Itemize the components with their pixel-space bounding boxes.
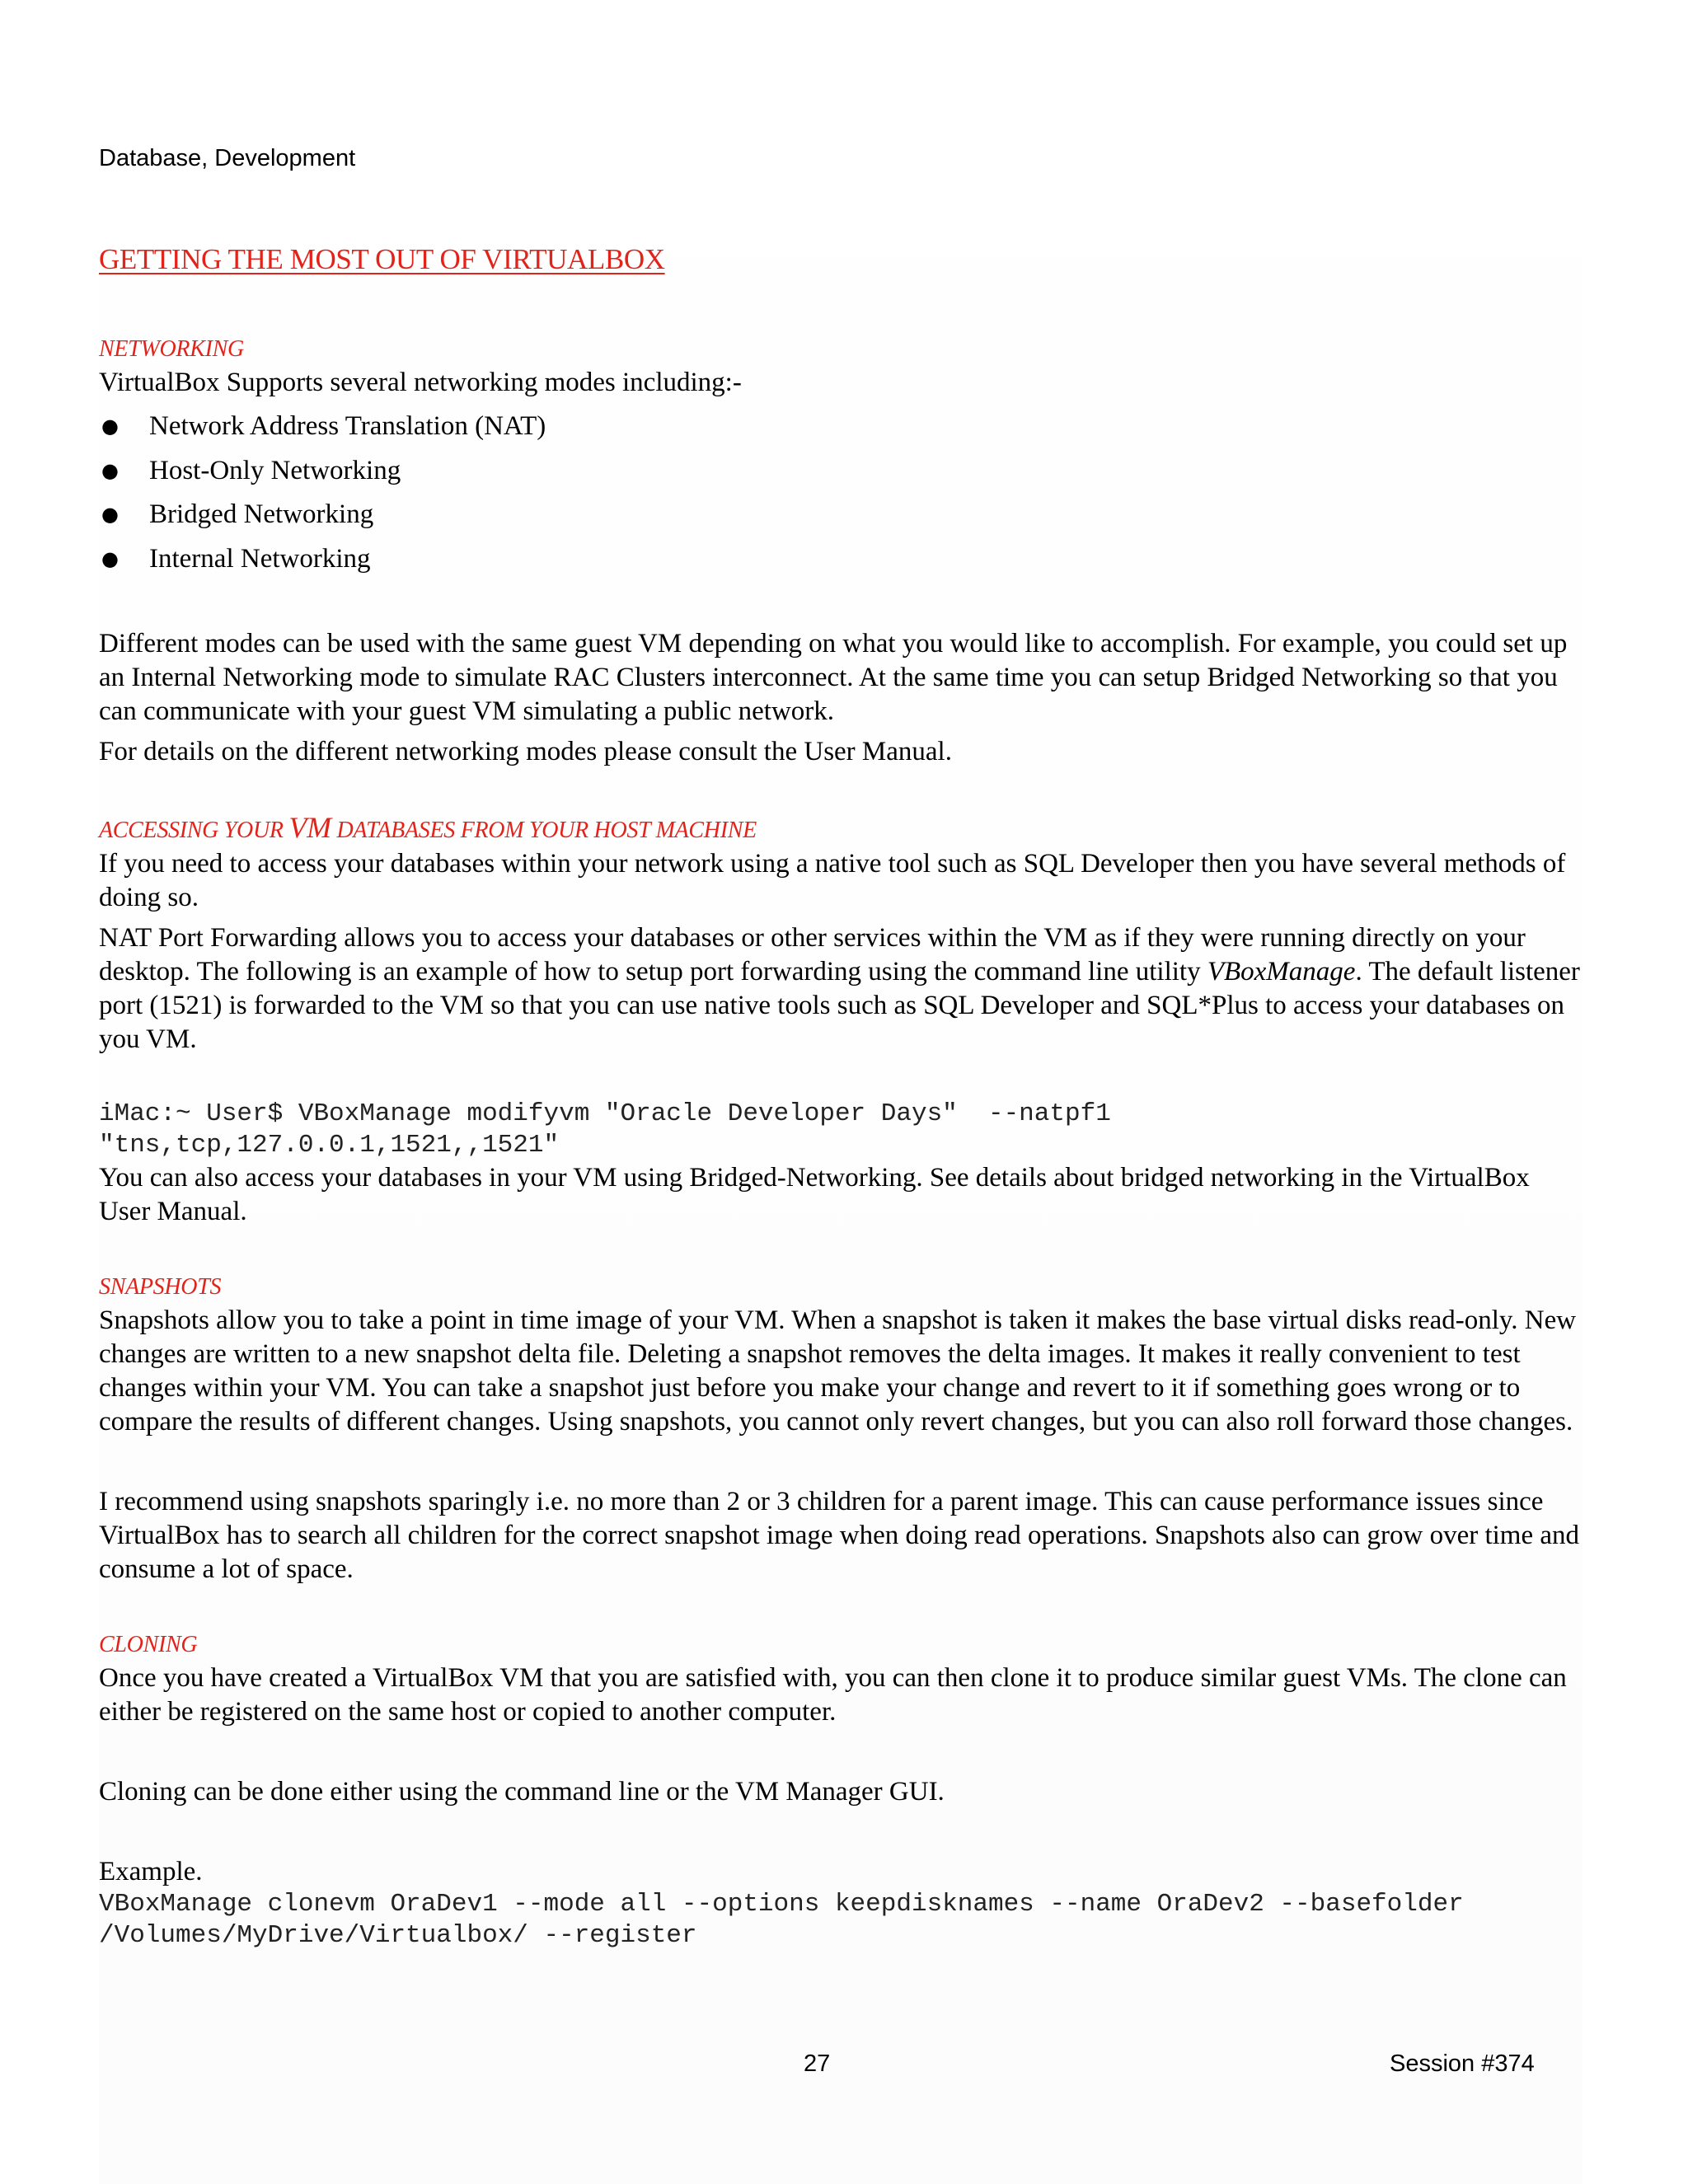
bullet-icon: ● <box>101 503 119 526</box>
list-item: ● Bridged Networking <box>99 493 1582 537</box>
section-content <box>99 333 1582 1952</box>
snapshots-recommendation: I recommend using snapshots sparingly i.e. no more than 2 or 3 children for a parent image. This can cause performance issues since VirtualBox has to search all children for the correct snapshot image when doing read operations. Snapshots also can grow over time and consume a lot of space. <box>99 1487 1580 1584</box>
accessing-paragraph: If you need to access your databases within your network using a native tool such as SQL Developer then you have several methods of doing so. <box>99 849 1566 912</box>
clonevm-command: VBoxManage clonevm OraDev1 --mode all --options keepdisknames --name OraDev2 --basefolder /Volumes/MyDrive/Virtualbox/ --register <box>99 1890 1479 1950</box>
bridged-paragraph: You can also access your databases in your VM using Bridged-Networking. See details about bridged networking in the VirtualBox User Manual. <box>99 1163 1530 1226</box>
list-item: ● Internal Networking <box>99 537 1582 582</box>
page-number: 27 <box>804 2050 831 2077</box>
networking-modes-list <box>99 405 1582 581</box>
bullet-icon: ● <box>101 458 119 482</box>
networking-paragraph: Different modes can be used with the same guest VM depending on what you would like to accomplish. For example, you could set up an Internal Networking mode to simulate RAC Clusters interconnect. At the same time you can setup Bridged Networking so that you can communicate with your guest VM simulating a public network. <box>99 629 1568 726</box>
natpf-command: iMac:~ User$ VBoxManage modifyvm "Oracle Developer Days" --natpf1 "tns,tcp,127.0.0.1,1521,,1521" <box>99 1099 1127 1160</box>
networking-paragraph-manual: For details on the different networking modes please consult the User Manual. <box>99 737 952 766</box>
running-header: Database, Development <box>99 145 356 171</box>
cloning-paragraph: Once you have created a VirtualBox VM that you are satisfied with, you can then clone it to produce similar guest VMs. The clone can either be registered on the same host or copied to another computer. <box>99 1663 1567 1727</box>
networking-intro: VirtualBox Supports several networking modes including:- <box>99 368 742 397</box>
cloning-heading: CLONING <box>99 1632 198 1657</box>
tool-name: VBoxManage <box>1207 957 1356 987</box>
list-item: ● Host-Only Networking <box>99 449 1582 494</box>
document-page <box>99 0 1582 2184</box>
section-title: GETTING THE MOST OUT OF VIRTUALBOX <box>99 243 665 275</box>
bullet-icon: ● <box>101 546 119 570</box>
list-item: ● Network Address Translation (NAT) <box>99 405 1582 449</box>
port-forwarding-paragraph: NAT Port Forwarding allows you to access your databases or other services within the VM as if they were running directly on your desktop. The following is an example of how to setup port forwarding using the command line utility VBoxManage. The default listener port (1521) is forwarded to the VM so that you can use native tools such as SQL Developer and SQL*Plus to access your databases on you VM. <box>99 923 1580 1054</box>
session-label: Session #374 <box>1390 2050 1535 2077</box>
snapshots-heading: SNAPSHOTS <box>99 1274 222 1300</box>
networking-heading: NETWORKING <box>99 336 244 362</box>
bullet-icon: ● <box>101 415 119 438</box>
snapshots-paragraph: Snapshots allow you to take a point in time image of your VM. When a snapshot is taken it makes the base virtual disks read-only. New changes are written to a new snapshot delta file. Deleting a snapshot removes the delta images. It makes it really convenient to test changes within your VM. You can take a snapshot just before you make your change and revert to it if something goes wrong or to compare the results of different changes. Using snapshots, you cannot only revert changes, but you can also roll forward those changes. <box>99 1305 1577 1436</box>
cloning-methods: Cloning can be done either using the command line or the VM Manager GUI. <box>99 1777 945 1807</box>
example-label: Example. <box>99 1857 203 1886</box>
accessing-heading: ACCESSING YOUR VM DATABASES FROM YOUR HOST MACHINE <box>99 811 757 844</box>
